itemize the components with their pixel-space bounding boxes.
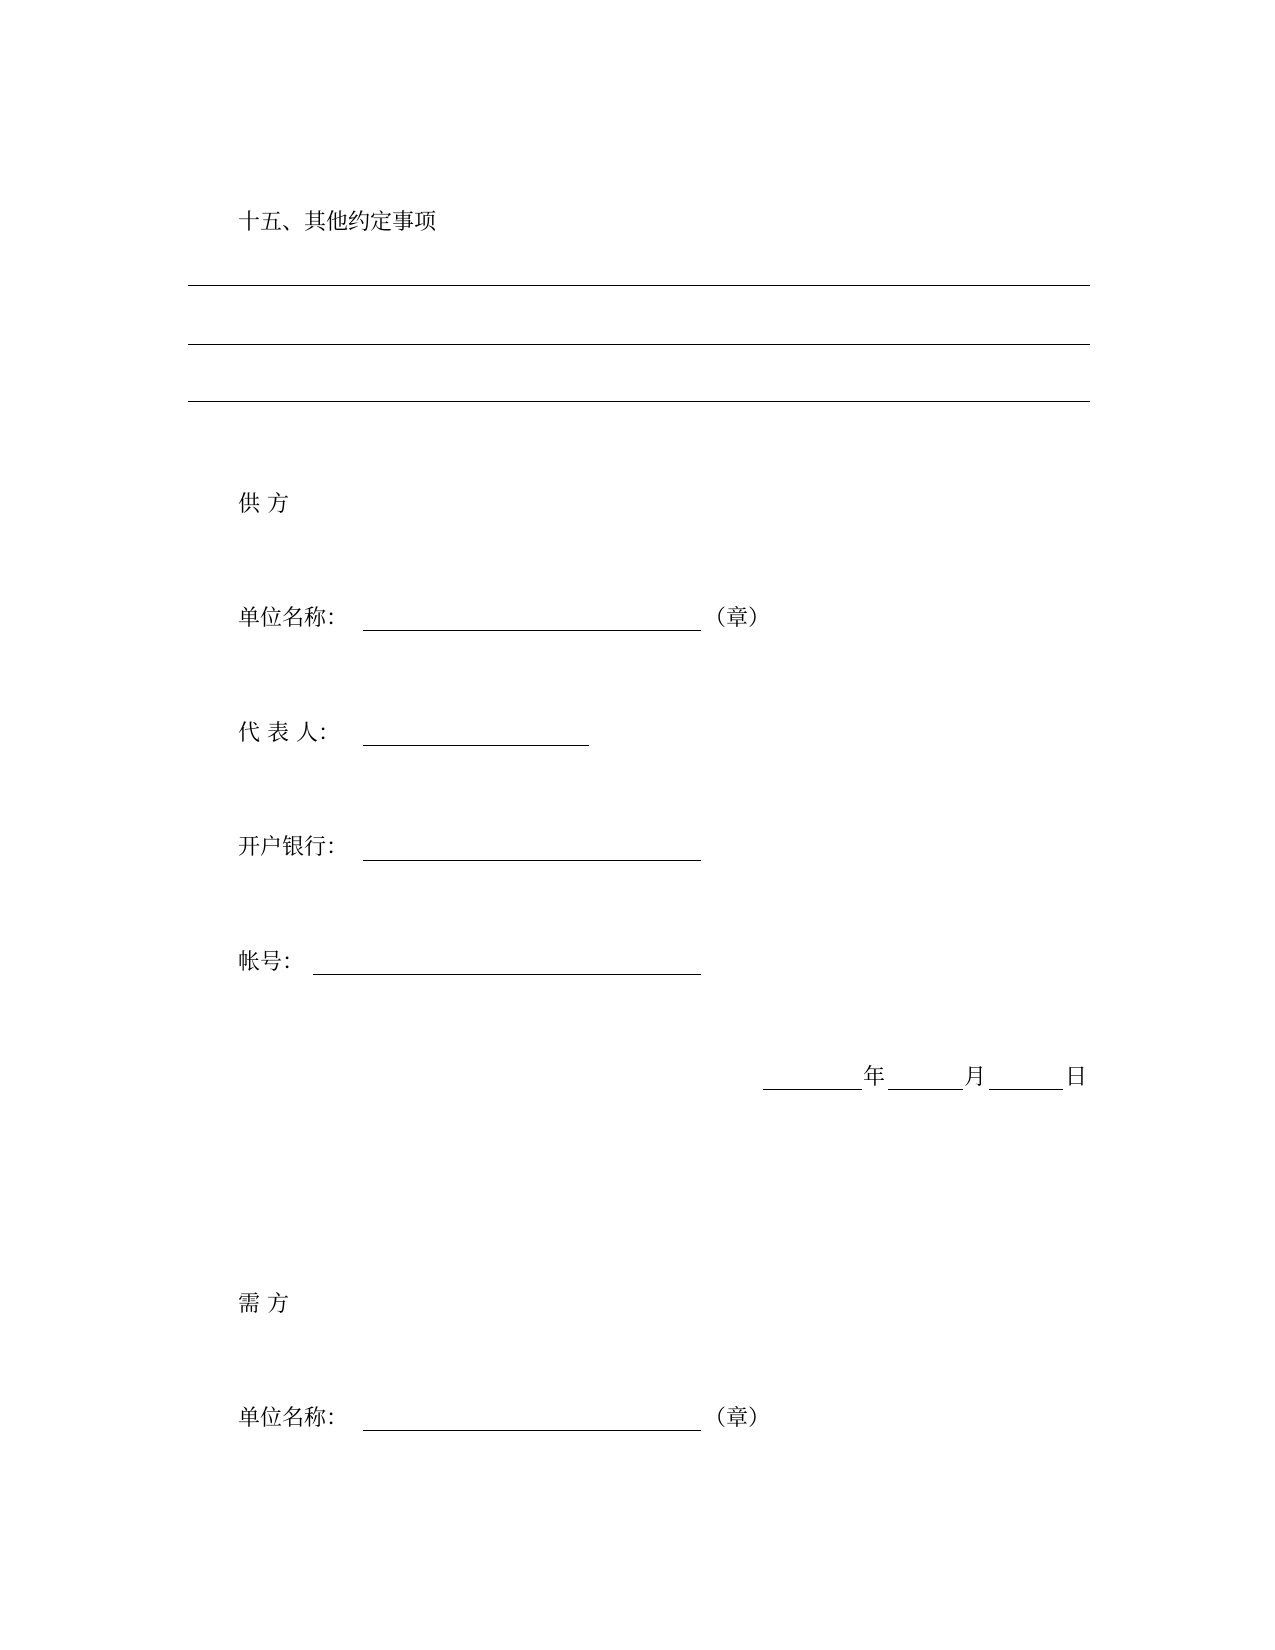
date-day-label: 日 [1065,1065,1088,1090]
date-year-field[interactable] [763,1089,862,1090]
supplier-representative-field[interactable] [363,745,589,746]
supplier-bank-label: 开户银行： [238,835,349,860]
date-month-label: 月 [964,1065,987,1090]
supplier-account-label: 帐号： [238,950,305,975]
date-year-label: 年 [863,1065,886,1090]
buyer-unit-name-field[interactable] [363,1430,701,1431]
other-terms-line-3[interactable] [188,401,1090,402]
supplier-bank-field[interactable] [363,860,701,861]
buyer-seal-label: （章） [704,1406,771,1431]
other-terms-line-1[interactable] [188,285,1090,286]
supplier-unit-name-label: 单位名称： [238,606,349,631]
supplier-title: 供 方 [238,492,289,517]
section-heading: 十五、其他约定事项 [238,210,437,235]
supplier-unit-name-field[interactable] [363,630,701,631]
date-month-field[interactable] [888,1089,963,1090]
buyer-unit-name-label: 单位名称： [238,1406,349,1431]
other-terms-line-2[interactable] [188,344,1090,345]
buyer-title: 需 方 [238,1292,289,1317]
supplier-seal-label: （章） [704,606,771,631]
supplier-account-field[interactable] [313,974,701,975]
date-day-field[interactable] [989,1089,1063,1090]
supplier-representative-label: 代 表 人： [238,721,340,746]
